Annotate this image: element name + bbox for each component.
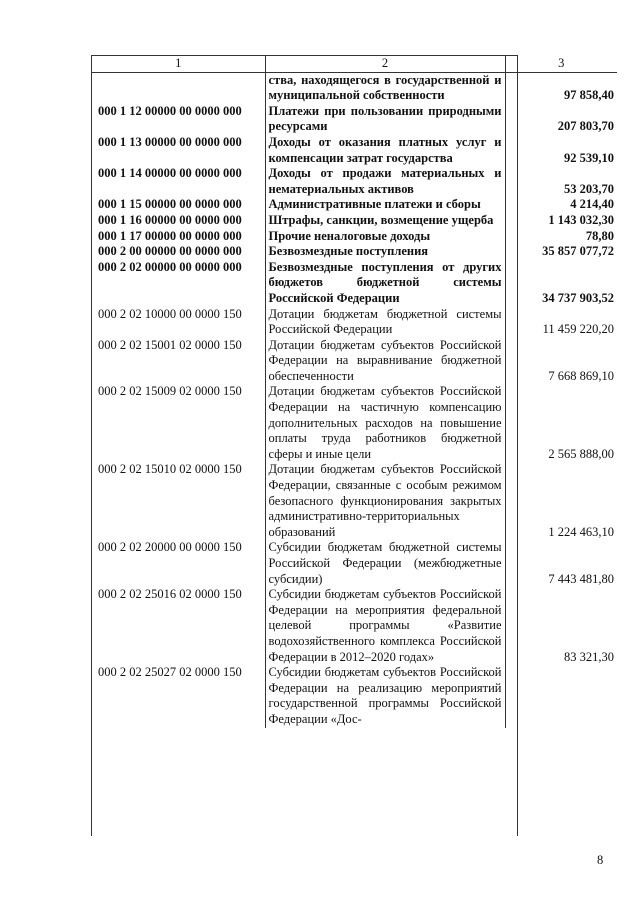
table-row (92, 540, 617, 587)
table-row (92, 665, 617, 727)
row-name: Штрафы, санкции, возмещение ущерба (265, 213, 505, 229)
row-code: 000 1 16 00000 00 0000 000 (98, 212, 242, 227)
row-code: 000 1 14 00000 00 0000 000 (98, 166, 242, 181)
row-name: Доходы от продажи материальных и нематериальных активов (265, 166, 505, 197)
row-name: Платежи при пользовании природными ресурсами (265, 104, 505, 135)
table-row (92, 384, 617, 462)
row-name: Безвозмездные поступления (265, 244, 505, 260)
row-name: Дотации бюджетам субъектов Российской Федерации на частичную компенсацию дополнительных расходов на повышение оплаты труда работников бюджетной сферы и иные цели (265, 384, 505, 462)
table-header-row (92, 56, 617, 72)
page-number: 8 (597, 853, 604, 867)
row-amount: 97 858,40 (564, 88, 614, 103)
row-amount: 53 203,70 (564, 181, 614, 196)
row-code: 000 2 02 20000 00 0000 150 (98, 540, 242, 555)
table-row (92, 307, 617, 338)
column-header-amount: 3 (505, 56, 617, 72)
row-code: 000 2 02 15001 02 0000 150 (98, 337, 242, 352)
table-row (92, 166, 617, 197)
table-row (92, 135, 617, 166)
row-amount: 1 143 032,30 (548, 212, 614, 227)
row-name: Административные платежи и сборы (265, 197, 505, 213)
row-amount: 7 668 869,10 (548, 368, 614, 383)
row-code: 000 1 15 00000 00 0000 000 (98, 197, 242, 212)
row-code: 000 2 02 25016 02 0000 150 (98, 587, 242, 602)
row-name: Субсидии бюджетам бюджетной системы Российской Федерации (межбюджетные субсидии) (265, 540, 505, 587)
column-header-name: 2 (265, 56, 505, 72)
row-amount: 1 224 463,10 (548, 524, 614, 539)
row-amount (505, 665, 617, 727)
budget-table-body (92, 56, 617, 728)
budget-table-frame (91, 55, 614, 836)
table-row (92, 104, 617, 135)
row-code: 000 2 02 15010 02 0000 150 (98, 462, 242, 477)
row-code: 000 2 02 25027 02 0000 150 (98, 665, 242, 680)
row-code: 000 2 00 00000 00 0000 000 (98, 244, 242, 259)
row-name: Дотации бюджетам субъектов Российской Федерации, связанные с особым режимом безопасного функционирования закрытых административно-территориальных образований (265, 462, 505, 540)
row-code: 000 1 12 00000 00 0000 000 (98, 103, 242, 118)
table-row (92, 462, 617, 540)
row-amount: 83 321,30 (564, 649, 614, 664)
row-code: 000 1 17 00000 00 0000 000 (98, 228, 242, 243)
row-name: Дотации бюджетам бюджетной системы Российской Федерации (265, 307, 505, 338)
column-header-code: 1 (92, 56, 265, 72)
row-amount: 78,80 (585, 228, 614, 243)
row-name: Дотации бюджетам субъектов Российской Федерации на выравнивание бюджетной обеспеченности (265, 338, 505, 385)
table-row (92, 587, 617, 665)
row-code: 000 2 02 00000 00 0000 000 (98, 259, 242, 274)
row-amount: 4 214,40 (570, 197, 614, 212)
table-row (92, 244, 617, 260)
row-amount: 2 565 888,00 (548, 446, 614, 461)
table-row (92, 338, 617, 385)
table-row (92, 213, 617, 229)
table-row (92, 260, 617, 307)
row-amount: 11 459 220,20 (542, 322, 614, 337)
row-code (92, 72, 265, 104)
table-row (92, 229, 617, 245)
row-amount: 7 443 481,80 (548, 571, 614, 586)
table-row (92, 72, 617, 104)
row-amount: 207 803,70 (557, 119, 614, 134)
row-name: ства, находящегося в государственной и муниципальной собственности (265, 72, 505, 104)
row-code: 000 1 13 00000 00 0000 000 (98, 134, 242, 149)
row-code: 000 2 02 10000 00 0000 150 (98, 306, 242, 321)
row-name: Доходы от оказания платных услуг и компенсации затрат государства (265, 135, 505, 166)
row-name: Безвозмездные поступления от других бюджетов бюджетной системы Российской Федерации (265, 260, 505, 307)
row-name: Прочие неналоговые доходы (265, 229, 505, 245)
row-amount: 35 857 077,72 (542, 244, 614, 259)
table-row (92, 197, 617, 213)
budget-table (92, 56, 617, 728)
row-code: 000 2 02 15009 02 0000 150 (98, 384, 242, 399)
row-name: Субсидии бюджетам субъектов Российской Федерации на мероприятия федеральной целевой программы «Развитие водохозяйственного комплекса Российской Федерации в 2012–2020 годах» (265, 587, 505, 665)
row-amount: 34 737 903,52 (542, 290, 614, 305)
row-name: Субсидии бюджетам субъектов Российской Федерации на реализацию мероприятий государственной программы Российской Федерации «Дос- (265, 665, 505, 727)
row-amount: 92 539,10 (564, 150, 614, 165)
